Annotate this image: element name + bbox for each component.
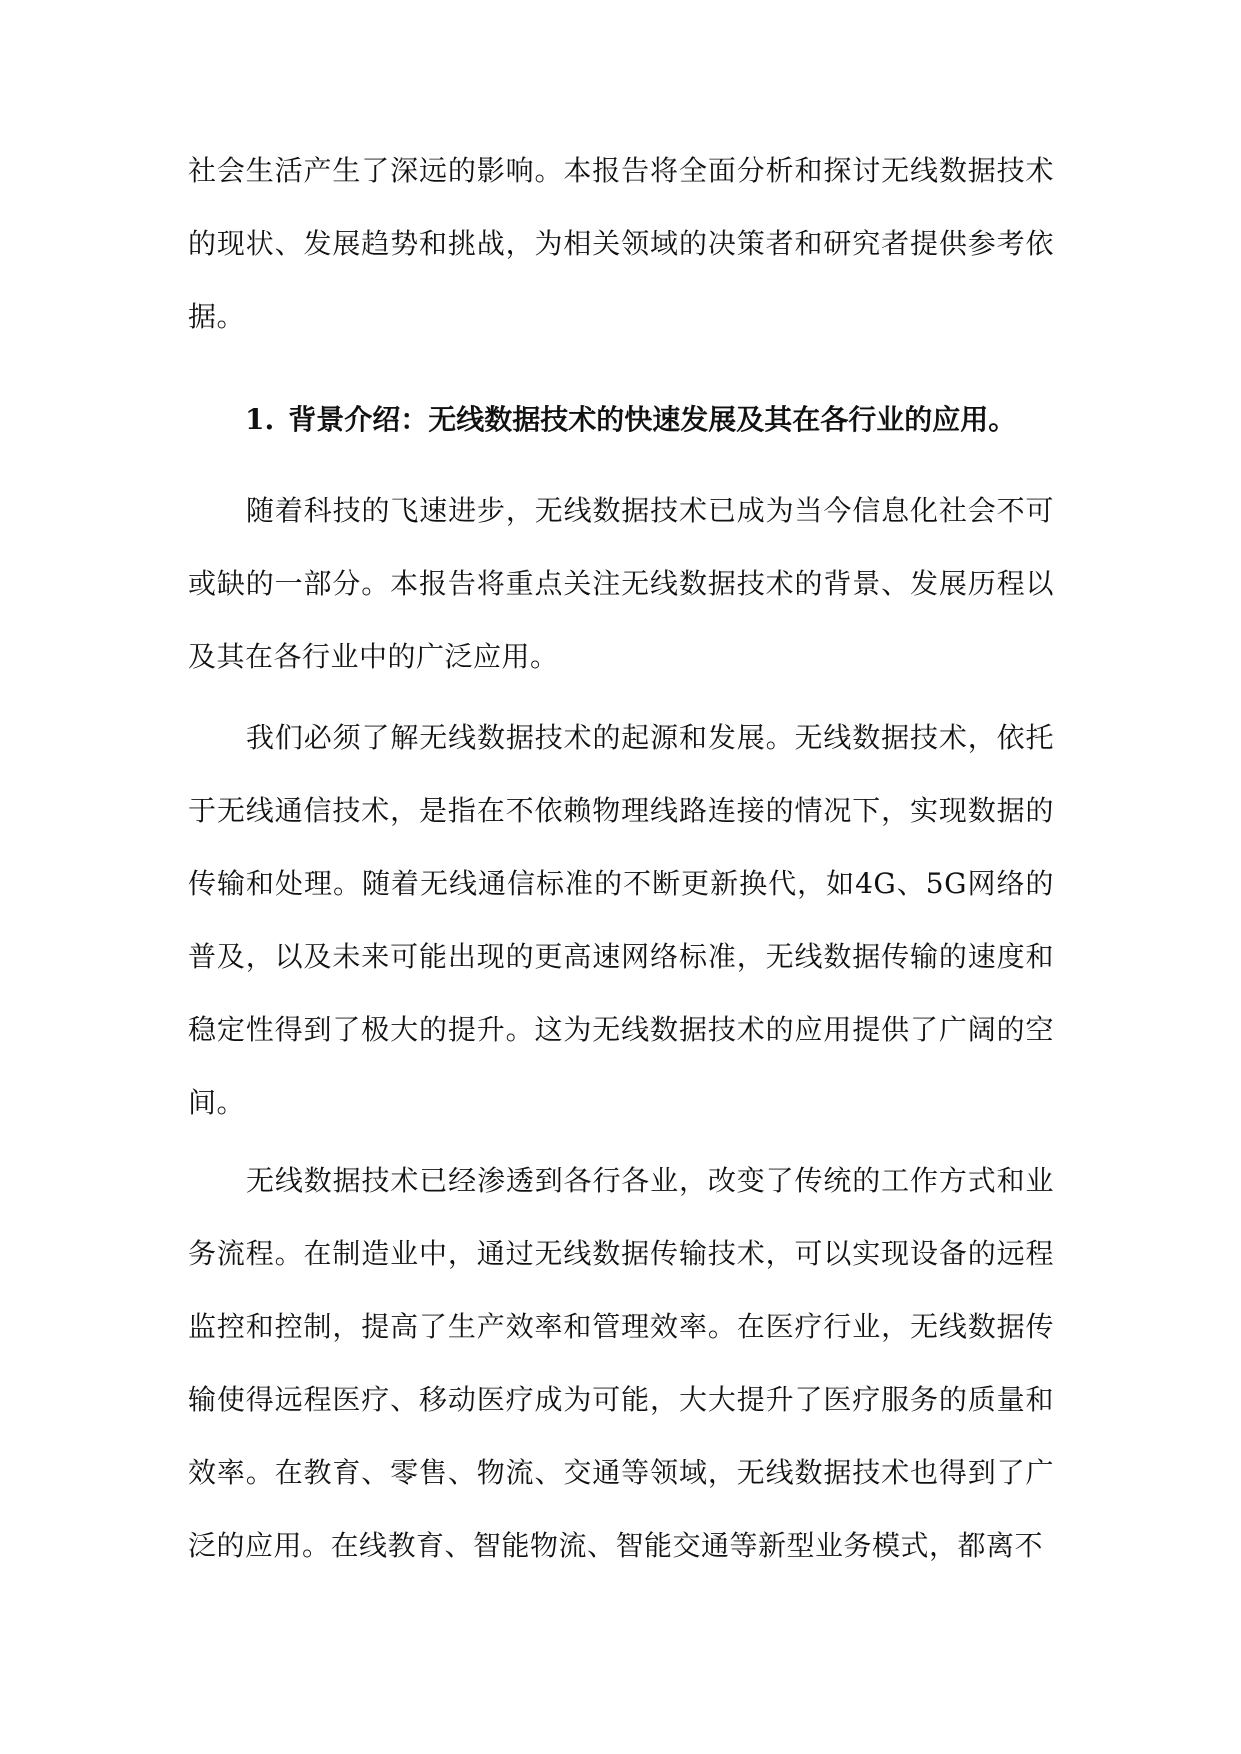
intro-paragraph: 社会生活产生了深远的影响。本报告将全面分析和探讨无线数据技术的现状、发展趋势和挑战，为相关领域的决策者和研究者提供参考依据。 xyxy=(188,154,1054,333)
body-paragraph: 无线数据技术已经渗透到各行各业，改变了传统的工作方式和业务流程。在制造业中，通过无线数据传输技术，可以实现设备的远程监控和控制，提高了生产效率和管理效率。在医疗行业，无线数据传输使得远程医疗、移动医疗成为可能，大大提升了医疗服务的质量和效率。在教育、零售、物流、交通等领域，无线数据技术也得到了广泛的应用。在线教育、智能物流、智能交通等新型业务模式，都离不 xyxy=(188,1164,1054,1562)
section-heading xyxy=(245,400,1065,440)
body-paragraph: 随着科技的飞速进步，无线数据技术已成为当今信息化社会不可或缺的一部分。本报告将重点关注无线数据技术的背景、发展历程以及其在各行业中的广泛应用。 xyxy=(188,494,1054,673)
section-title: 背景介绍：无线数据技术的快速发展及其在各行业的应用。 xyxy=(288,403,1017,436)
body-paragraph: 我们必须了解无线数据技术的起源和发展。无线数据技术，依托于无线通信技术，是指在不依赖物理线路连接的情况下，实现数据的传输和处理。随着无线通信标准的不断更新换代，如4G、5G网络的普及，以及未来可能出现的更高速网络标准，无线数据传输的速度和稳定性得到了极大的提升。这为无线数据技术的应用提供了广阔的空间。 xyxy=(188,721,1054,1119)
section-number: 1. xyxy=(245,403,275,436)
